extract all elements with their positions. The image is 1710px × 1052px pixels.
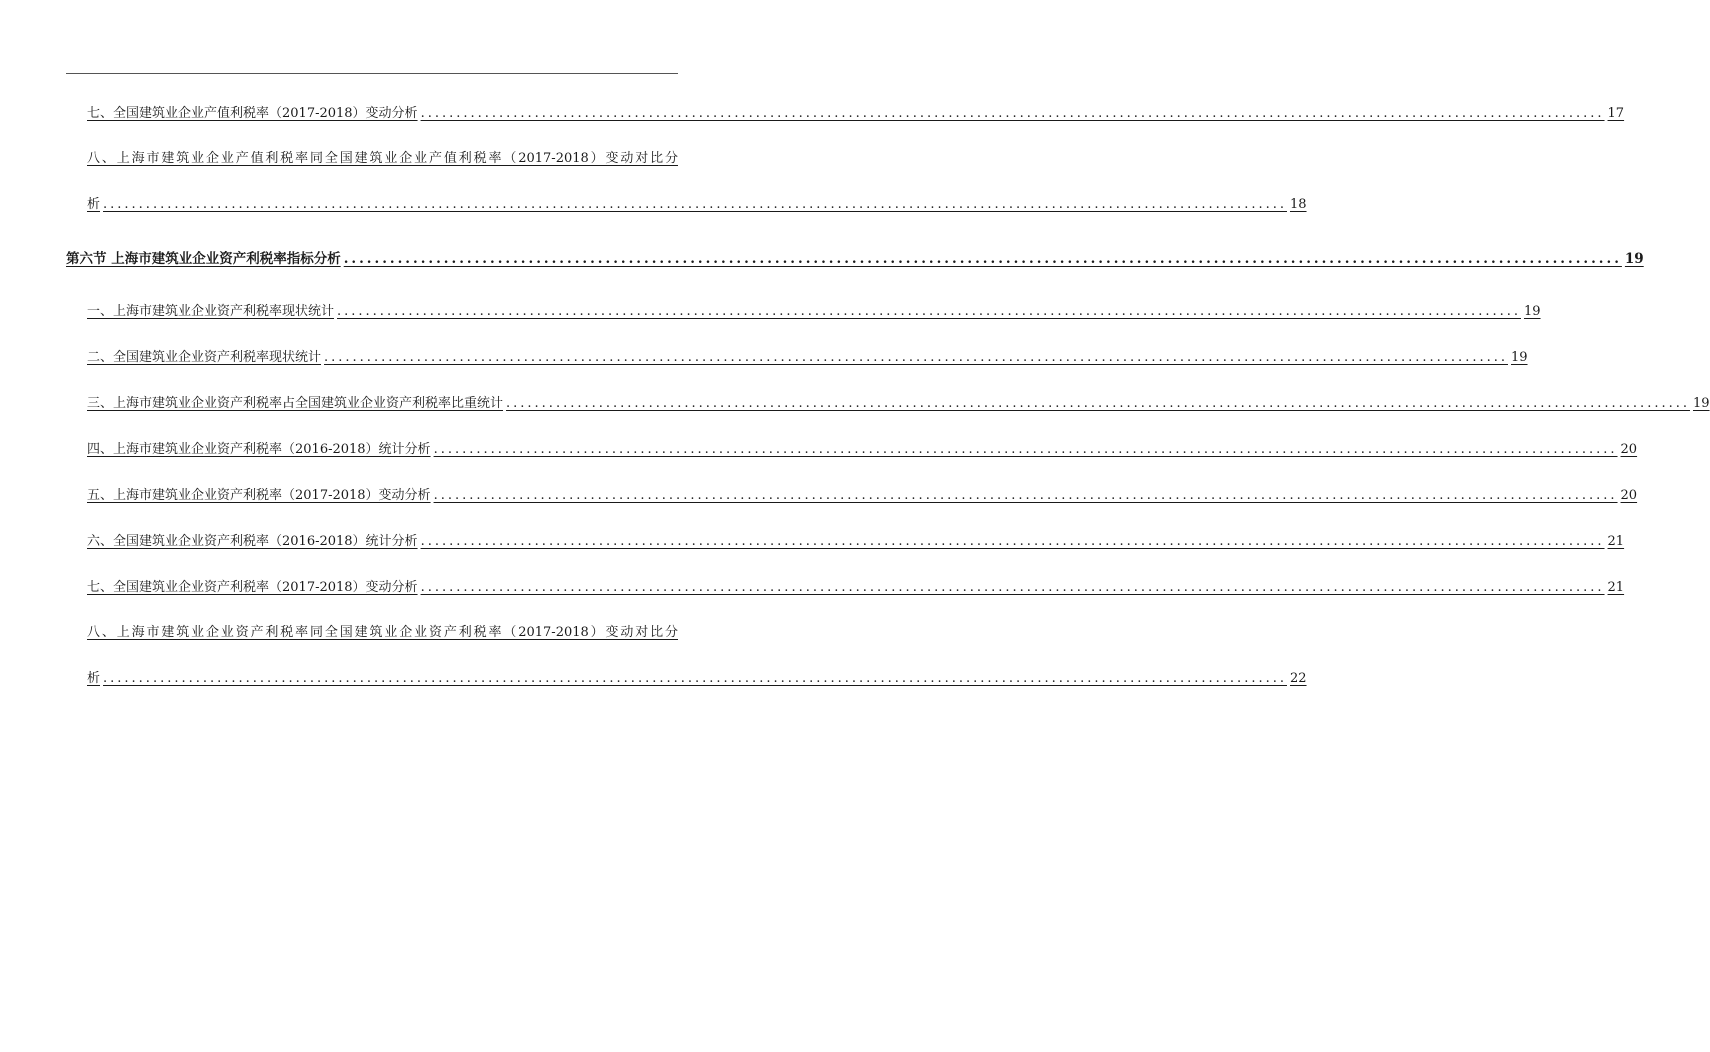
toc-leader-dots: ...................................................................................................................................................................... bbox=[420, 534, 1605, 549]
toc-page-number: 19 bbox=[1510, 350, 1528, 365]
toc-entry-e1[interactable] bbox=[66, 106, 1625, 122]
toc-page-number: 17 bbox=[1607, 106, 1625, 121]
toc-entry-title: 一、上海市建筑业企业资产利税率现状统计 bbox=[87, 304, 335, 319]
toc-leader-dots: ...................................................................................................................................................................... bbox=[433, 442, 1618, 457]
toc-entry-title: 四、上海市建筑业企业资产利税率（2016-2018）统计分析 bbox=[87, 442, 431, 457]
toc-page-number: 20 bbox=[1620, 488, 1638, 503]
toc-section-6[interactable] bbox=[66, 251, 1644, 267]
toc-entry-6-5[interactable] bbox=[66, 488, 1638, 504]
toc-entry-6-2[interactable] bbox=[66, 350, 1528, 366]
toc-section-title: 第六节 上海市建筑业企业资产利税率指标分析 bbox=[66, 251, 341, 267]
toc-entry-e2-line1[interactable]: 八、上海市建筑业企业产值利税率同全国建筑业企业产值利税率（2017-2018）变动对比分 bbox=[87, 151, 678, 166]
toc-page-number: 21 bbox=[1607, 580, 1625, 595]
toc-entry-title-continued: 析 bbox=[87, 671, 101, 686]
toc-leader-dots: ...................................................................................................................................................................... bbox=[420, 106, 1605, 121]
toc-entry-6-7[interactable] bbox=[66, 580, 1625, 596]
toc-leader-dots: ...................................................................................................................................................................... bbox=[420, 580, 1605, 595]
toc-leader-dots: ...................................................................................................................................................................... bbox=[343, 251, 1622, 267]
toc-entry-6-3[interactable] bbox=[66, 396, 1710, 412]
toc-page-number: 22 bbox=[1289, 671, 1307, 686]
toc-page-number: 21 bbox=[1607, 534, 1625, 549]
toc-page-number: 19 bbox=[1624, 251, 1644, 267]
toc-entry-title: 七、全国建筑业企业产值利税率（2017-2018）变动分析 bbox=[87, 106, 418, 121]
toc-entry-e2[interactable] bbox=[66, 197, 1307, 213]
toc-entry-title: 七、全国建筑业企业资产利税率（2017-2018）变动分析 bbox=[87, 580, 418, 595]
toc-leader-dots: ...................................................................................................................................................................... bbox=[103, 197, 1287, 212]
toc-entry-title-continued: 析 bbox=[87, 197, 101, 212]
toc-entry-6-1[interactable] bbox=[66, 304, 1541, 320]
toc-page-number: 19 bbox=[1692, 396, 1710, 411]
toc-entry-title: 二、全国建筑业企业资产利税率现状统计 bbox=[87, 350, 322, 365]
toc-leader-dots: ...................................................................................................................................................................... bbox=[103, 671, 1287, 686]
toc-entry-title: 三、上海市建筑业企业资产利税率占全国建筑业企业资产利税率比重统计 bbox=[87, 396, 504, 411]
toc-entry-6-4[interactable] bbox=[66, 442, 1638, 458]
toc-leader-dots: ...................................................................................................................................................................... bbox=[506, 396, 1690, 411]
toc-entry-title: 六、全国建筑业企业资产利税率（2016-2018）统计分析 bbox=[87, 534, 418, 549]
toc-entry-title: 五、上海市建筑业企业资产利税率（2017-2018）变动分析 bbox=[87, 488, 431, 503]
toc-entry-6-8[interactable] bbox=[66, 671, 1307, 687]
toc-entry-6-8-line1[interactable]: 八、上海市建筑业企业资产利税率同全国建筑业企业资产利税率（2017-2018）变动对比分 bbox=[87, 625, 678, 640]
toc-page-number: 19 bbox=[1523, 304, 1541, 319]
toc-entry-6-6[interactable] bbox=[66, 534, 1625, 550]
toc-page-number: 20 bbox=[1620, 442, 1638, 457]
header-divider bbox=[66, 73, 678, 74]
toc-leader-dots: ...................................................................................................................................................................... bbox=[324, 350, 1508, 365]
toc-leader-dots: ...................................................................................................................................................................... bbox=[433, 488, 1618, 503]
toc-leader-dots: ...................................................................................................................................................................... bbox=[337, 304, 1521, 319]
toc-page-number: 18 bbox=[1289, 197, 1307, 212]
